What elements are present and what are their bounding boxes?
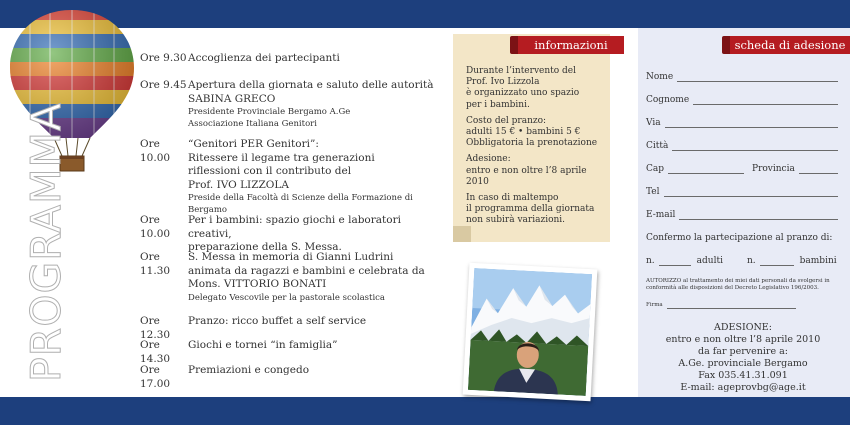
program-time: Ore 11.30: [140, 251, 171, 277]
email-field[interactable]: [646, 206, 838, 220]
info-heading: Costo del pranzo:: [466, 115, 547, 126]
fax-number: Fax 035.41.31.091: [698, 370, 788, 381]
name-field[interactable]: [646, 68, 838, 82]
program-text: animata da ragazzi e bambini e celebrata da: [188, 264, 425, 277]
form-tab: scheda di adesione: [730, 36, 850, 54]
program-item: [140, 364, 309, 391]
field-label: Nome: [646, 72, 674, 82]
info-line: Obbligatoria la prenotazione: [466, 138, 598, 149]
field-label: E-mail: [646, 210, 676, 220]
mountain-portrait-image: [468, 268, 592, 396]
info-line: adulti 15 € • bambini 5 €: [466, 127, 581, 138]
bottom-band: [0, 397, 850, 425]
speaker-photo: [463, 263, 598, 402]
program-text: riflessioni con il contributo del: [188, 165, 352, 177]
field-label: Cognome: [646, 95, 690, 105]
adesione-line: A.Ge. provinciale Bergamo: [678, 358, 808, 369]
cap-input[interactable]: [668, 165, 744, 174]
program-title: Giochi e tornei “in famiglia”: [188, 339, 338, 351]
program-time: Ore 12.30: [140, 315, 171, 341]
field-label: Città: [646, 141, 669, 151]
adesione-line: da far pervenire a:: [698, 346, 788, 357]
program-item: [140, 214, 445, 255]
confirm-label: Confermo la partecipazione al pranzo di:: [646, 233, 833, 243]
program-title: Premiazioni e congedo: [188, 364, 310, 376]
info-line: per i bambini.: [466, 99, 530, 110]
phone-field[interactable]: [646, 183, 838, 197]
adesione-info: [648, 322, 838, 394]
adults-count-input[interactable]: [659, 257, 691, 266]
lunch-count-row[interactable]: n. adulti n. bambini: [646, 256, 837, 266]
city-field[interactable]: [646, 137, 838, 151]
program-item: [140, 315, 366, 342]
program-item: [140, 79, 433, 130]
program-time: Ore 17.00: [140, 364, 171, 390]
email-address[interactable]: E-mail: ageprovbg@age.it: [680, 382, 806, 393]
speaker-role: Associazione Italiana Genitori: [188, 119, 317, 129]
program-title: Apertura della giornata e saluto delle autorità: [188, 79, 434, 91]
program-time: Ore 10.00: [140, 138, 171, 164]
program-time: Ore 10.00: [140, 214, 171, 240]
program-title: “Genitori PER Genitori”:: [188, 138, 319, 150]
speaker-role: Preside della Facoltà di Scienze della Formazione di Bergamo: [188, 193, 413, 215]
program-title: S. Messa in memoria di Gianni Ludrini: [188, 251, 394, 263]
privacy-consent: AUTORIZZO al trattamento dei miei dati personali da svolgersi in conformità alle disposizioni del Decreto Legislativo 196/2003.: [646, 278, 830, 291]
program-title: Pranzo: ricco buffet a self service: [188, 315, 367, 327]
province-input[interactable]: [799, 165, 838, 174]
program-title: Accoglienza dei partecipanti: [188, 52, 340, 64]
speaker-role: Presidente Provinciale Bergamo A.Ge: [188, 107, 351, 117]
program-time: Ore 14.30: [140, 339, 171, 365]
info-line: entro e non oltre l’8 aprile 2010: [466, 165, 587, 187]
speaker-name: SABINA GRECO: [188, 92, 276, 105]
speaker-role: Delegato Vescovile per la pastorale scolastica: [188, 292, 385, 303]
program-time: Ore 9.30: [140, 52, 187, 64]
program-time: Ore 9.45: [140, 79, 187, 91]
children-count-input[interactable]: [760, 257, 794, 266]
field-label: Provincia: [752, 164, 795, 174]
field-label: Tel: [646, 187, 660, 197]
program-subtitle: Ritessere il legame tra generazioni: [188, 151, 375, 164]
info-line: non subirà variazioni.: [466, 215, 566, 226]
adesione-line: entro e non oltre l’8 aprile 2010: [665, 334, 821, 345]
program-item: [140, 52, 340, 66]
surname-field[interactable]: [646, 91, 838, 105]
street-field[interactable]: [646, 114, 838, 128]
program-text: preparazione della S. Messa.: [188, 241, 342, 253]
speaker-name: Prof. IVO LIZZOLA: [188, 178, 289, 191]
program-item: [140, 339, 338, 366]
cap-province-field[interactable]: [646, 160, 838, 174]
info-line: Prof. Ivo Lizzola: [466, 77, 540, 88]
field-label: Cap: [646, 164, 665, 174]
program-item: [140, 138, 445, 216]
program-item: [140, 251, 425, 304]
program-title: Per i bambini: spazio giochi e laboratori creativi,: [188, 214, 401, 240]
info-heading: Adesione:: [466, 154, 511, 165]
info-line: il programma della giornata: [466, 204, 595, 215]
info-line: è organizzato uno spazio: [466, 88, 580, 99]
info-line: In caso di maltempo: [466, 193, 559, 204]
info-line: Durante l’intervento del: [466, 66, 577, 76]
programma-title: PROGRAMMA: [22, 102, 70, 382]
signature-field[interactable]: Firma: [646, 300, 796, 309]
adesione-heading: ADESIONE:: [714, 322, 772, 333]
speaker-name: Mons. VITTORIO BONATI: [188, 278, 327, 290]
info-text: [466, 66, 606, 232]
info-tab: informazioni: [518, 36, 624, 54]
field-label: Via: [646, 118, 661, 128]
